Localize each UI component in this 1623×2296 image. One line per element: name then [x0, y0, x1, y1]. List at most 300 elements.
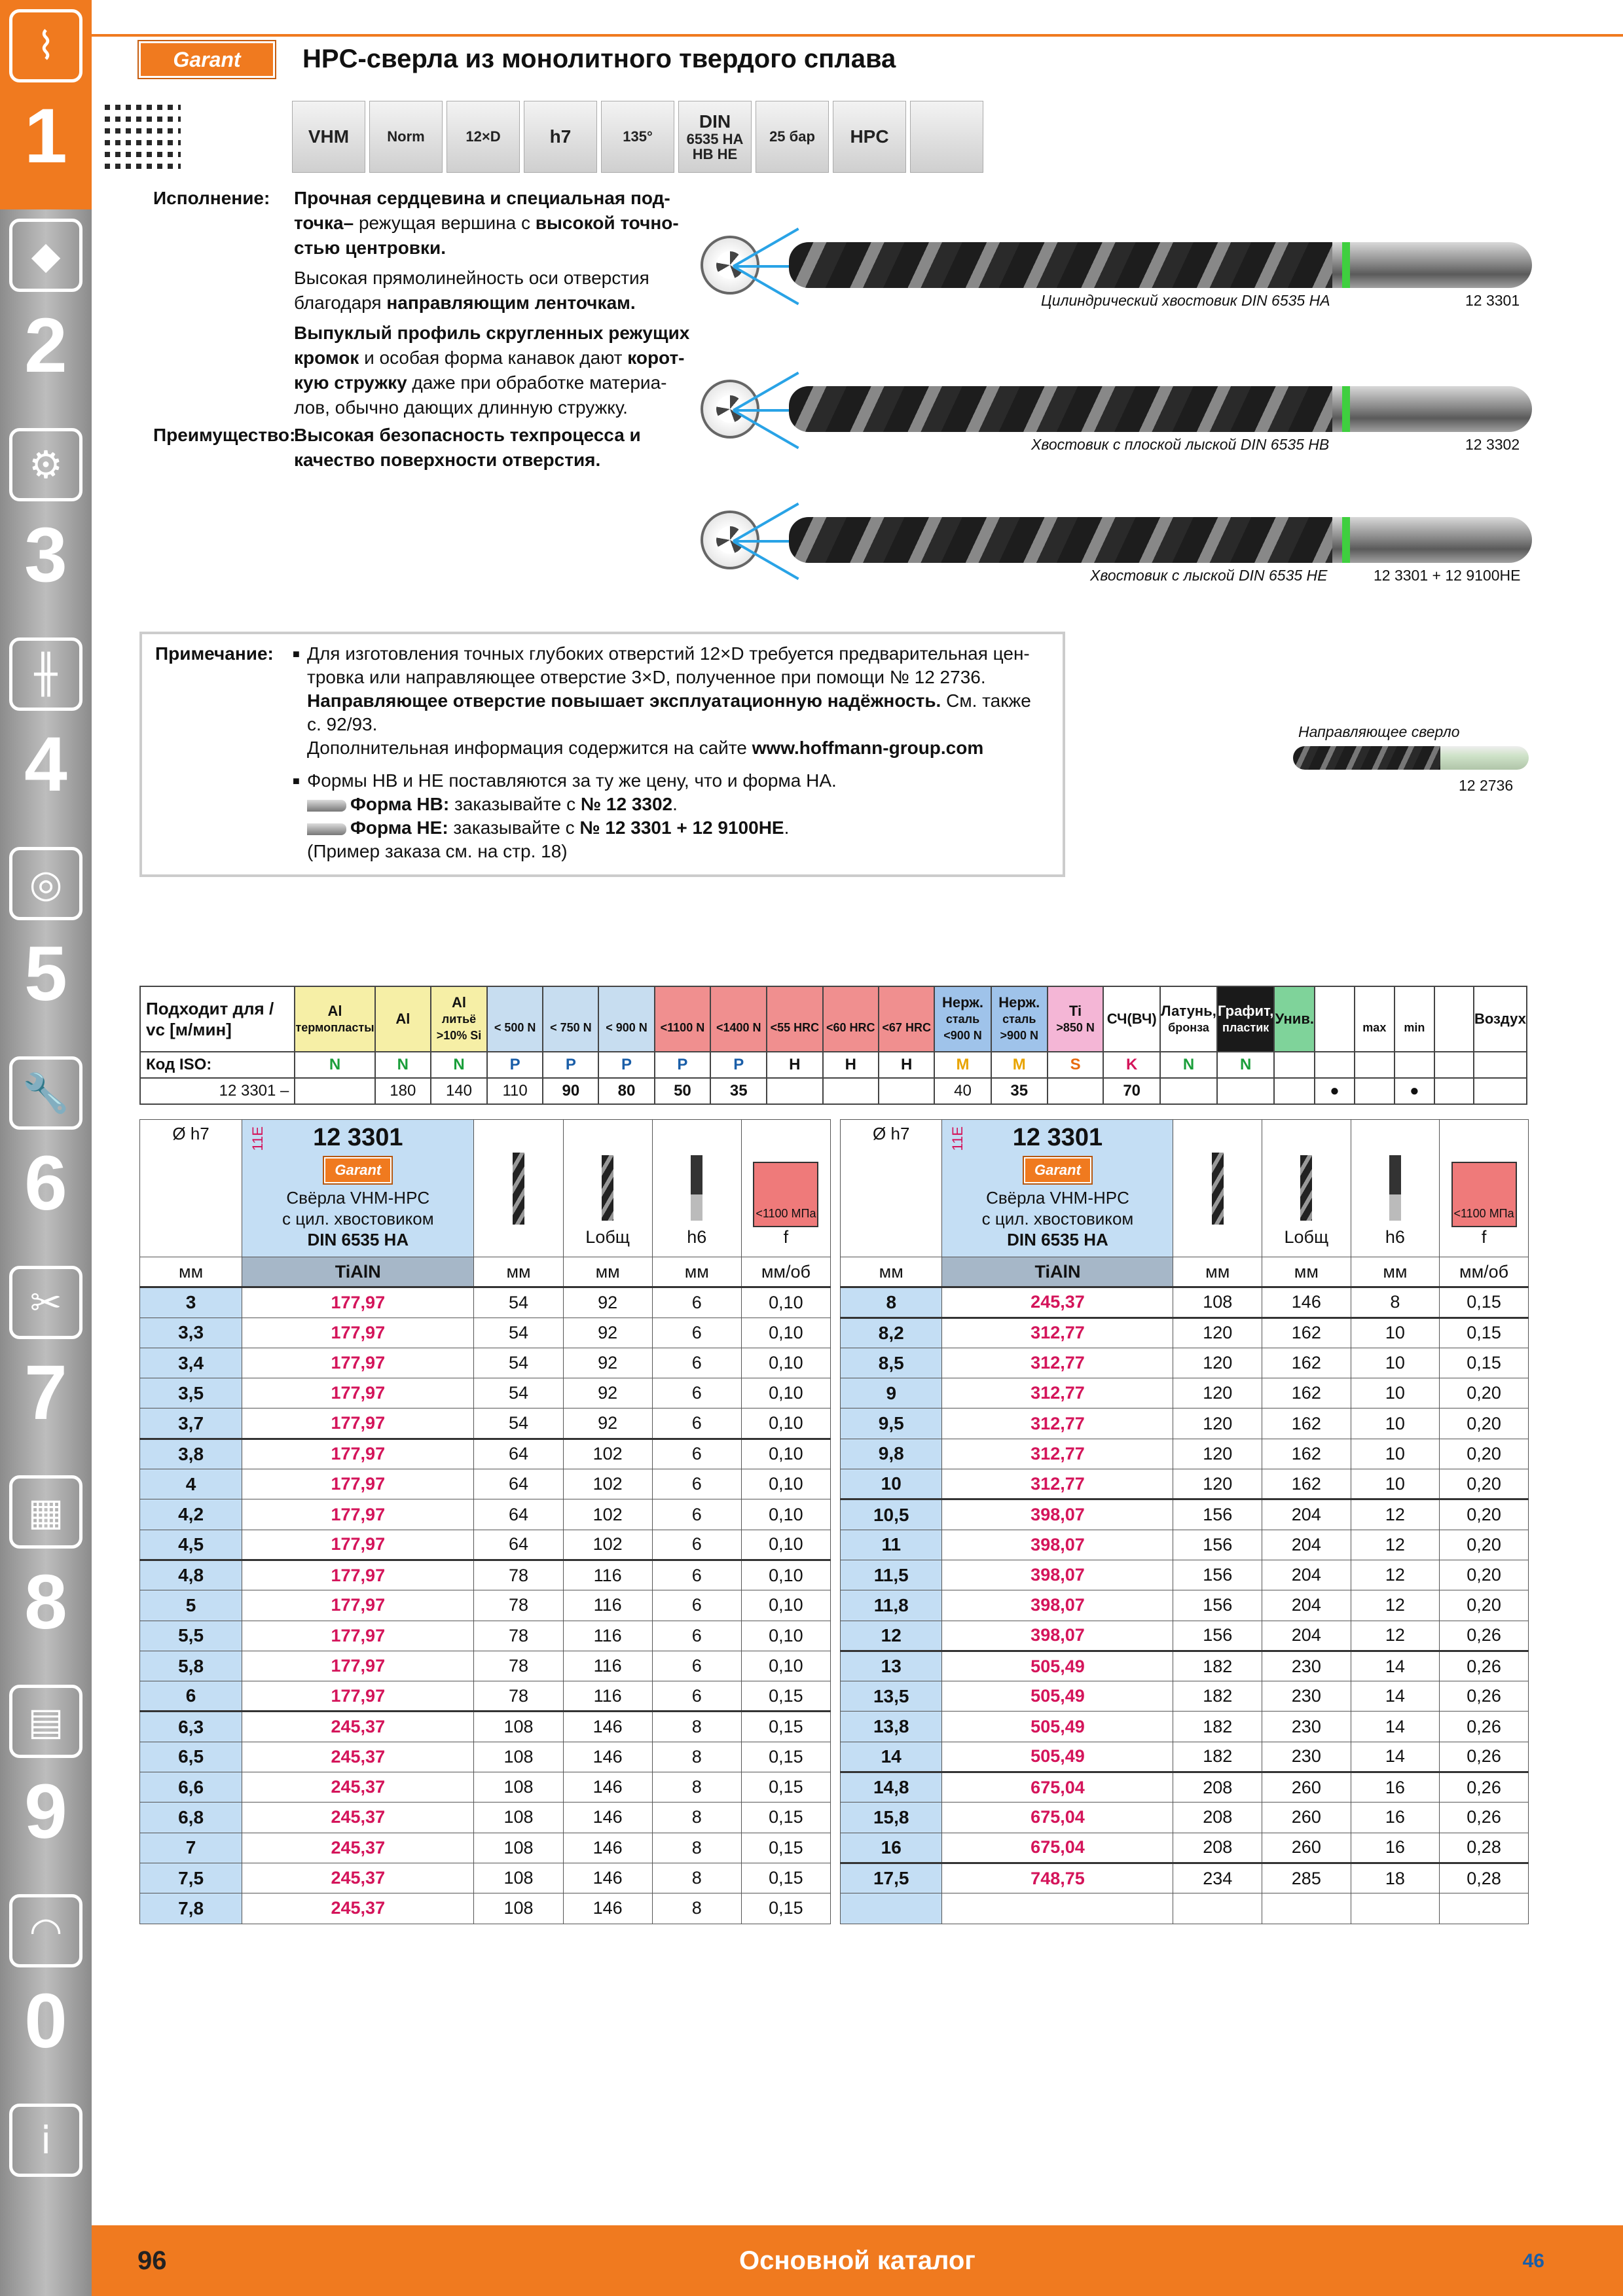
diameter-cell: 6	[140, 1681, 242, 1712]
diameter-cell: 8,2	[841, 1318, 942, 1348]
shank-hb-icon	[307, 800, 346, 812]
material-col: <1100 N	[655, 986, 711, 1052]
chapter-sidebar	[0, 0, 92, 2296]
price-cell[interactable]: 398,07	[942, 1560, 1173, 1590]
price-cell[interactable]: 177,97	[242, 1439, 474, 1469]
value-cell: 156	[1173, 1621, 1262, 1651]
drill-caption: Хвостовик с лыской DIN 6535 HE	[1090, 567, 1328, 584]
material-col: Воздух	[1474, 986, 1527, 1052]
table-row	[841, 1681, 1529, 1712]
material-col: <60 HRC	[823, 986, 879, 1052]
vc-value	[823, 1078, 879, 1104]
iso-code	[1474, 1052, 1527, 1078]
value-cell: 182	[1173, 1681, 1262, 1712]
price-cell[interactable]: 245,37	[242, 1742, 474, 1772]
value-cell: 156	[1173, 1560, 1262, 1590]
value-cell: 234	[1173, 1863, 1262, 1893]
vc-value	[1048, 1078, 1103, 1104]
qr-code[interactable]	[105, 99, 181, 175]
table-row	[841, 1530, 1529, 1560]
page-title: HPC-сверла из монолитного твердого сплава	[302, 45, 896, 73]
value-cell: 162	[1262, 1439, 1351, 1469]
value-cell: 0,20	[1440, 1560, 1529, 1590]
wrench-icon: 🔧	[9, 1056, 82, 1130]
value-cell: 6	[652, 1681, 741, 1712]
vc-value: 35	[710, 1078, 767, 1104]
price-cell[interactable]: 177,97	[242, 1348, 474, 1378]
value-cell: 54	[474, 1378, 563, 1408]
table-row	[140, 1439, 831, 1469]
value-cell: 10	[1351, 1469, 1440, 1499]
value-cell: 0,15	[741, 1712, 830, 1742]
table-row	[140, 1893, 831, 1924]
value-cell: 0,28	[1440, 1833, 1529, 1863]
vc-value	[1355, 1078, 1395, 1104]
value-cell: 8	[652, 1803, 741, 1833]
value-cell: 120	[1173, 1378, 1262, 1408]
iso-code: H	[879, 1052, 934, 1078]
diameter-cell: 11	[841, 1530, 942, 1560]
value-cell: 12	[1351, 1590, 1440, 1621]
value-cell: 102	[563, 1469, 652, 1499]
value-cell: 260	[1262, 1772, 1351, 1803]
value-cell: 162	[1262, 1378, 1351, 1408]
price-cell[interactable]: 245,37	[242, 1712, 474, 1742]
value-cell: 92	[563, 1318, 652, 1348]
table-row	[841, 1408, 1529, 1439]
material-col: Унив.	[1274, 986, 1315, 1052]
value-cell: 0,15	[741, 1893, 830, 1924]
price-cell[interactable]: 312,77	[942, 1348, 1173, 1378]
value-cell: 54	[474, 1318, 563, 1348]
price-cell[interactable]: 177,97	[242, 1287, 474, 1318]
table-row	[841, 1803, 1529, 1833]
drill-image	[789, 386, 1532, 432]
value-cell: 16	[1351, 1772, 1440, 1803]
chapter-number: 9	[24, 1768, 67, 1855]
sidebar-chapter-i[interactable]	[0, 2094, 92, 2296]
value-cell: 230	[1262, 1681, 1351, 1712]
value-cell: 108	[474, 1833, 563, 1863]
diameter-cell: 4,2	[140, 1499, 242, 1530]
value-cell: 0,10	[741, 1621, 830, 1651]
diameter-cell: 7	[140, 1833, 242, 1863]
table-row	[841, 1499, 1529, 1530]
value-cell: 230	[1262, 1712, 1351, 1742]
value-cell: 102	[563, 1439, 652, 1469]
value-cell: 6	[652, 1318, 741, 1348]
value-cell: 0,10	[741, 1530, 830, 1560]
table-row	[140, 1287, 831, 1318]
value-cell: 146	[563, 1772, 652, 1803]
note-bullet-1: ■ Для изготовления точных глубоких отверстий 12×D требуется предварительная цен-тровка или направляющее отверстие 3×D, полученное при помощи № 12 2736. Направляющее отверстие повышает эксплуатационную надёжность. См. также с. 92/93. Дополнительная информация содержится на сайте www.hoffmann-group.com	[293, 642, 1046, 760]
chapter-number: 6	[24, 1140, 67, 1227]
sidebar-chapter-7[interactable]	[0, 1257, 92, 1466]
chapter-number: 8	[24, 1559, 67, 1645]
value-cell: 92	[563, 1348, 652, 1378]
diameter-cell: 5,8	[140, 1651, 242, 1681]
diameter-cell: 6,8	[140, 1803, 242, 1833]
material-col	[1434, 986, 1474, 1052]
value-cell: 182	[1173, 1712, 1262, 1742]
value-cell: 120	[1173, 1348, 1262, 1378]
vc-value: ●	[1395, 1078, 1434, 1104]
price-cell[interactable]: 245,37	[242, 1772, 474, 1803]
value-cell: 204	[1262, 1530, 1351, 1560]
diameter-cell: 9,5	[841, 1408, 942, 1439]
angle-135-icon: 135°	[601, 101, 674, 173]
desc-paragraph-2: Высокая прямолинейность оси отверстия благодаря направляющим ленточкам.	[294, 268, 649, 313]
value-cell: 54	[474, 1287, 563, 1318]
diameter-cell: 13,5	[841, 1681, 942, 1712]
price-cell[interactable]: 177,97	[242, 1590, 474, 1621]
value-cell: 0,20	[1440, 1530, 1529, 1560]
value-cell: 146	[563, 1742, 652, 1772]
material-table	[139, 986, 1527, 1105]
hole-icon	[910, 101, 983, 173]
sidebar-chapter-6[interactable]	[0, 1047, 92, 1257]
price-cell[interactable]	[942, 1893, 1173, 1924]
value-cell: 10	[1351, 1378, 1440, 1408]
grinding-wheel-icon: ◎	[9, 847, 82, 920]
value-cell: 285	[1262, 1863, 1351, 1893]
note-label: Примечание:	[155, 643, 274, 664]
table-row	[140, 1530, 831, 1560]
iso-code: H	[823, 1052, 879, 1078]
value-cell: 14	[1351, 1651, 1440, 1681]
holder-icon: ⚙	[9, 428, 82, 501]
value-cell: 0,26	[1440, 1621, 1529, 1651]
value-cell: 108	[474, 1893, 563, 1924]
material-col: < 500 N	[487, 986, 543, 1052]
sidebar-chapter-8[interactable]	[0, 1466, 92, 1676]
shank-header: h6	[652, 1120, 741, 1257]
chapter-number: 2	[24, 302, 67, 389]
price-cell[interactable]: 312,77	[942, 1469, 1173, 1499]
value-cell: 116	[563, 1560, 652, 1590]
iso-code: N	[375, 1052, 431, 1078]
sidebar-chapter-2[interactable]	[0, 209, 92, 419]
value-cell: 120	[1173, 1439, 1262, 1469]
value-cell: 6	[652, 1651, 741, 1681]
price-cell[interactable]: 675,04	[942, 1772, 1173, 1803]
diameter-cell: 7,5	[140, 1863, 242, 1893]
material-col: <67 HRC	[879, 986, 934, 1052]
iso-code: P	[543, 1052, 598, 1078]
price-cell[interactable]: 398,07	[942, 1621, 1173, 1651]
diameter-cell: 8	[841, 1287, 942, 1318]
value-cell: 0,26	[1440, 1681, 1529, 1712]
value-cell: 64	[474, 1530, 563, 1560]
price-cell[interactable]: 505,49	[942, 1651, 1173, 1681]
table-row	[841, 1893, 1529, 1924]
price-cell[interactable]: 398,07	[942, 1590, 1173, 1621]
table-row	[841, 1378, 1529, 1408]
value-cell: 146	[563, 1863, 652, 1893]
table-row	[841, 1742, 1529, 1772]
price-cell[interactable]: 177,97	[242, 1499, 474, 1530]
value-cell: 0,20	[1440, 1439, 1529, 1469]
value-cell: 146	[563, 1803, 652, 1833]
diameter-cell: 8,5	[841, 1348, 942, 1378]
diameter-cell: 11,5	[841, 1560, 942, 1590]
feed-header: <1100 МПа f	[1440, 1120, 1529, 1257]
diameter-cell: 14,8	[841, 1772, 942, 1803]
price-cell[interactable]: 675,04	[942, 1833, 1173, 1863]
material-col: < 750 N	[543, 986, 598, 1052]
value-cell: 162	[1262, 1348, 1351, 1378]
drill-caption: Хвостовик с плоской лыской DIN 6535 HB	[1031, 436, 1330, 453]
product-table-right: Ø h7 11E 12 3301 Garant Свёрла VHM-HPC с цил. хвостовиком DIN 6535 HA Lобщ h6 <1100 МПа f мм TiAlN мм мм мм мм/об 8 245,37 108 146 8 0,15 8,2 312,77 120 162 10 0,15 8,5 312,77 120 162 10 0,15 9 312,77 120 162 10 0,20 9,5 312,77 120 162 10 0,20 9,8 312,77 120 162 10 0,20 10 312,77 120 162 10 0,20 10,5 398,07 156 204 12 0,20 11 398,07 156 204 12 0,20 11,5 398,07 156 204 12 0,20 11,8 398,07 156 204 12 0,20 12 398,07 156 204 12 0,26 13 505,49 182 230 14 0,26 13,5 505,49 182 230 14 0,26 13,8 505,49 182 230 14 0,26 14 505,49 182 230 14 0,26 14,8 675,04 208 260 16 0,26 15,8 675,04 208 260 16 0,26 16 675,04 208 260 16 0,28 17,5 748,75 234 285 18 0,28	[840, 1119, 1529, 1924]
price-cell[interactable]: 177,97	[242, 1651, 474, 1681]
value-cell: 8	[652, 1712, 741, 1742]
diameter-cell: 12	[841, 1621, 942, 1651]
value-cell: 0,10	[741, 1287, 830, 1318]
chapter-number: 5	[24, 931, 67, 1017]
price-cell[interactable]: 312,77	[942, 1378, 1173, 1408]
vc-value	[767, 1078, 822, 1104]
price-cell[interactable]: 245,37	[242, 1893, 474, 1924]
table-row	[140, 1621, 831, 1651]
diameter-cell: 6,6	[140, 1772, 242, 1803]
value-cell: 162	[1262, 1408, 1351, 1439]
drill-icon: ⌇	[9, 9, 82, 82]
iso-code: N	[295, 1052, 374, 1078]
material-steel-icon: <1100 МПа	[753, 1162, 818, 1227]
value-cell: 102	[563, 1499, 652, 1530]
price-cell[interactable]: 312,77	[942, 1318, 1173, 1348]
price-cell[interactable]: 177,97	[242, 1530, 474, 1560]
chapter-number: 7	[24, 1350, 67, 1436]
note-box	[139, 632, 1065, 877]
iso-code: P	[655, 1052, 711, 1078]
value-cell: 0,20	[1440, 1469, 1529, 1499]
price-cell[interactable]: 505,49	[942, 1712, 1173, 1742]
unit-cell: мм	[140, 1257, 242, 1287]
din-6535-icon: DIN 6535 HA HB HE	[678, 101, 752, 173]
vhm-icon: VHM	[292, 101, 365, 173]
value-cell: 230	[1262, 1742, 1351, 1772]
price-cell[interactable]: 312,77	[942, 1439, 1173, 1469]
material-col: min	[1395, 986, 1434, 1052]
value-cell: 92	[563, 1287, 652, 1318]
safety-glasses-icon: ◠	[9, 1894, 82, 1967]
iso-code	[1355, 1052, 1395, 1078]
table-row	[841, 1348, 1529, 1378]
value-cell: 78	[474, 1590, 563, 1621]
guide-drill-label: Направляющее сверло	[1298, 723, 1460, 740]
price-cell[interactable]: 177,97	[242, 1681, 474, 1712]
value-cell: 156	[1173, 1590, 1262, 1621]
table-row	[841, 1287, 1529, 1318]
value-cell: 64	[474, 1439, 563, 1469]
sidebar-chapter-9[interactable]	[0, 1676, 92, 1885]
price-cell[interactable]: 505,49	[942, 1681, 1173, 1712]
price-cell[interactable]: 245,37	[242, 1833, 474, 1863]
price-cell[interactable]: 177,97	[242, 1318, 474, 1348]
value-cell: 64	[474, 1469, 563, 1499]
drill-number: 12 3301 + 12 9100HE	[1374, 567, 1521, 584]
value-cell: 78	[474, 1681, 563, 1712]
price-cell[interactable]: 177,97	[242, 1408, 474, 1439]
table-row	[140, 1772, 831, 1803]
value-cell: 260	[1262, 1833, 1351, 1863]
advantage-text: Высокая безопасность техпроцесса и качество поверхности отверстия.	[294, 425, 641, 470]
coating-cell: TiAlN	[942, 1257, 1173, 1287]
diameter-cell: 4	[140, 1469, 242, 1499]
value-cell: 0,20	[1440, 1408, 1529, 1439]
price-cell[interactable]: 505,49	[942, 1742, 1173, 1772]
value-cell: 0,20	[1440, 1499, 1529, 1530]
garant-logo-small: Garant	[1024, 1157, 1091, 1183]
material-col: Al литьё >10% Si	[431, 986, 487, 1052]
iso-code	[1395, 1052, 1434, 1078]
vc-value: 50	[655, 1078, 711, 1104]
coolant-25bar-icon: 25 бар	[756, 101, 829, 173]
value-cell: 0,15	[1440, 1287, 1529, 1318]
table-row	[841, 1318, 1529, 1348]
value-cell: 208	[1173, 1772, 1262, 1803]
value-cell: 54	[474, 1408, 563, 1439]
value-cell: 78	[474, 1621, 563, 1651]
price-cell[interactable]: 177,97	[242, 1378, 474, 1408]
value-cell: 120	[1173, 1318, 1262, 1348]
material-col: СЧ(ВЧ)	[1103, 986, 1160, 1052]
value-cell: 10	[1351, 1348, 1440, 1378]
vc-value	[1160, 1078, 1217, 1104]
price-cell[interactable]: 398,07	[942, 1530, 1173, 1560]
value-cell: 8	[652, 1893, 741, 1924]
price-cell[interactable]: 177,97	[242, 1469, 474, 1499]
table-row	[140, 1712, 831, 1742]
price-cell[interactable]: 675,04	[942, 1803, 1173, 1833]
sidebar-chapter-1[interactable]	[0, 0, 92, 209]
table-row	[841, 1621, 1529, 1651]
value-cell: 12	[1351, 1560, 1440, 1590]
diameter-cell: 3,3	[140, 1318, 242, 1348]
diameter-cell: 5,5	[140, 1621, 242, 1651]
iso-code: M	[934, 1052, 991, 1078]
drill-caption: Цилиндрический хвостовик DIN 6535 HA	[1041, 292, 1330, 309]
value-cell: 0,10	[741, 1408, 830, 1439]
value-cell: 8	[652, 1863, 741, 1893]
vc-value	[1217, 1078, 1274, 1104]
vc-value: 140	[431, 1078, 487, 1104]
description	[153, 186, 690, 473]
value-cell: 116	[563, 1621, 652, 1651]
table-row	[841, 1651, 1529, 1681]
pliers-icon: ✂	[9, 1266, 82, 1339]
dia-header: Ø h7	[841, 1120, 942, 1257]
value-cell: 6	[652, 1469, 741, 1499]
value-cell: 0,15	[741, 1833, 830, 1863]
value-cell: 18	[1351, 1863, 1440, 1893]
value-cell: 0,15	[741, 1742, 830, 1772]
value-cell: 260	[1262, 1803, 1351, 1833]
cabinet-icon: ▤	[9, 1685, 82, 1758]
price-cell[interactable]: 177,97	[242, 1621, 474, 1651]
website-link[interactable]: www.hoffmann-group.com	[752, 738, 984, 758]
shank-he-icon	[307, 823, 346, 835]
vc-value	[1434, 1078, 1474, 1104]
price-cell[interactable]: 398,07	[942, 1499, 1173, 1530]
value-cell: 0,15	[741, 1863, 830, 1893]
value-cell: 182	[1173, 1742, 1262, 1772]
product-table-left: Ø h7 11E 12 3301 Garant Свёрла VHM-HPC с цил. хвостовиком DIN 6535 HA Lобщ h6 <1100 МПа f мм TiAlN мм мм мм мм/об 3 177,97 54 92 6 0,10 3,3 177,97 54 92 6 0,10 3,4 177,97 54 92 6 0,10 3,5 177,97 54 92 6 0,10 3,7 177,97 54 92 6 0,10 3,8 177,97 64 102 6 0,10 4 177,97 64 102 6 0,10 4,2 177,97 64 102 6 0,10 4,5 177,97 64 102 6 0,10 4,8 177,97 78 116 6 0,10 5 177,97 78 116 6 0,10 5,5 177,97 78 116 6 0,10 5,8 177,97 78 116 6 0,10 6 177,97 78 116 6 0,15 6,3 245,37 108 146 8 0,15 6,5 245,37 108 146 8 0,15 6,6 245,37 108 146 8 0,15 6,8 245,37 108 146 8 0,15 7 245,37 108 146 8 0,15 7,5 245,37 108 146 8 0,15 7,8 245,37 108 146 8 0,15	[139, 1119, 831, 1924]
product-header: 11E 12 3301 Garant Свёрла VHM-HPC с цил. хвостовиком DIN 6535 HA	[242, 1120, 474, 1257]
iso-code: P	[710, 1052, 767, 1078]
value-cell: 204	[1262, 1590, 1351, 1621]
value-cell: 54	[474, 1348, 563, 1378]
product-header: 11E 12 3301 Garant Свёрла VHM-HPC с цил. хвостовиком DIN 6535 HA	[942, 1120, 1173, 1257]
value-cell: 162	[1262, 1469, 1351, 1499]
material-steel-icon: <1100 МПа	[1451, 1162, 1517, 1227]
vc-value: 110	[487, 1078, 543, 1104]
material-col: < 900 N	[598, 986, 654, 1052]
value-cell: 120	[1173, 1469, 1262, 1499]
table-row	[841, 1712, 1529, 1742]
table-row	[841, 1560, 1529, 1590]
vc-value: 70	[1103, 1078, 1160, 1104]
value-cell: 0,15	[741, 1681, 830, 1712]
value-cell: 78	[474, 1651, 563, 1681]
diameter-cell: 15,8	[841, 1803, 942, 1833]
value-cell: 182	[1173, 1651, 1262, 1681]
value-cell: 204	[1262, 1560, 1351, 1590]
table-row	[140, 1863, 831, 1893]
sidebar-chapter-0[interactable]	[0, 1885, 92, 2094]
total-length-header: Lобщ	[563, 1120, 652, 1257]
header-rule	[92, 34, 1623, 37]
price-cell[interactable]: 748,75	[942, 1863, 1173, 1893]
price-cell[interactable]: 312,77	[942, 1408, 1173, 1439]
value-cell: 6	[652, 1287, 741, 1318]
diameter-cell: 4,5	[140, 1530, 242, 1560]
diameter-cell	[841, 1893, 942, 1924]
iso-code: N	[431, 1052, 487, 1078]
shank-header: h6	[1351, 1120, 1440, 1257]
iso-code: K	[1103, 1052, 1160, 1078]
value-cell: 0,26	[1440, 1742, 1529, 1772]
advantage-label: Преимущество:	[153, 425, 296, 445]
value-cell: 12	[1351, 1530, 1440, 1560]
price-cell[interactable]: 177,97	[242, 1560, 474, 1590]
sidebar-chapter-5[interactable]	[0, 838, 92, 1047]
price-cell[interactable]: 245,37	[242, 1803, 474, 1833]
sidebar-chapter-3[interactable]	[0, 419, 92, 628]
value-cell: 108	[474, 1803, 563, 1833]
table-row	[841, 1863, 1529, 1893]
info-icon: i	[9, 2104, 82, 2177]
iso-code	[1315, 1052, 1354, 1078]
table-row	[140, 1499, 831, 1530]
toolcase-icon: ▦	[9, 1475, 82, 1549]
diameter-cell: 13,8	[841, 1712, 942, 1742]
value-cell: 92	[563, 1378, 652, 1408]
value-cell: 0,10	[741, 1378, 830, 1408]
garant-logo: Garant	[139, 41, 275, 78]
length-icon	[474, 1120, 563, 1257]
value-cell	[1440, 1893, 1529, 1924]
value-cell: 0,26	[1440, 1803, 1529, 1833]
sidebar-chapter-4[interactable]	[0, 628, 92, 838]
execution-label: Исполнение:	[153, 188, 270, 208]
price-cell[interactable]: 245,37	[242, 1863, 474, 1893]
price-cell[interactable]: 245,37	[942, 1287, 1173, 1318]
guide-drill-number: 12 2736	[1459, 777, 1514, 794]
value-cell	[1173, 1893, 1262, 1924]
table-row	[140, 1318, 831, 1348]
